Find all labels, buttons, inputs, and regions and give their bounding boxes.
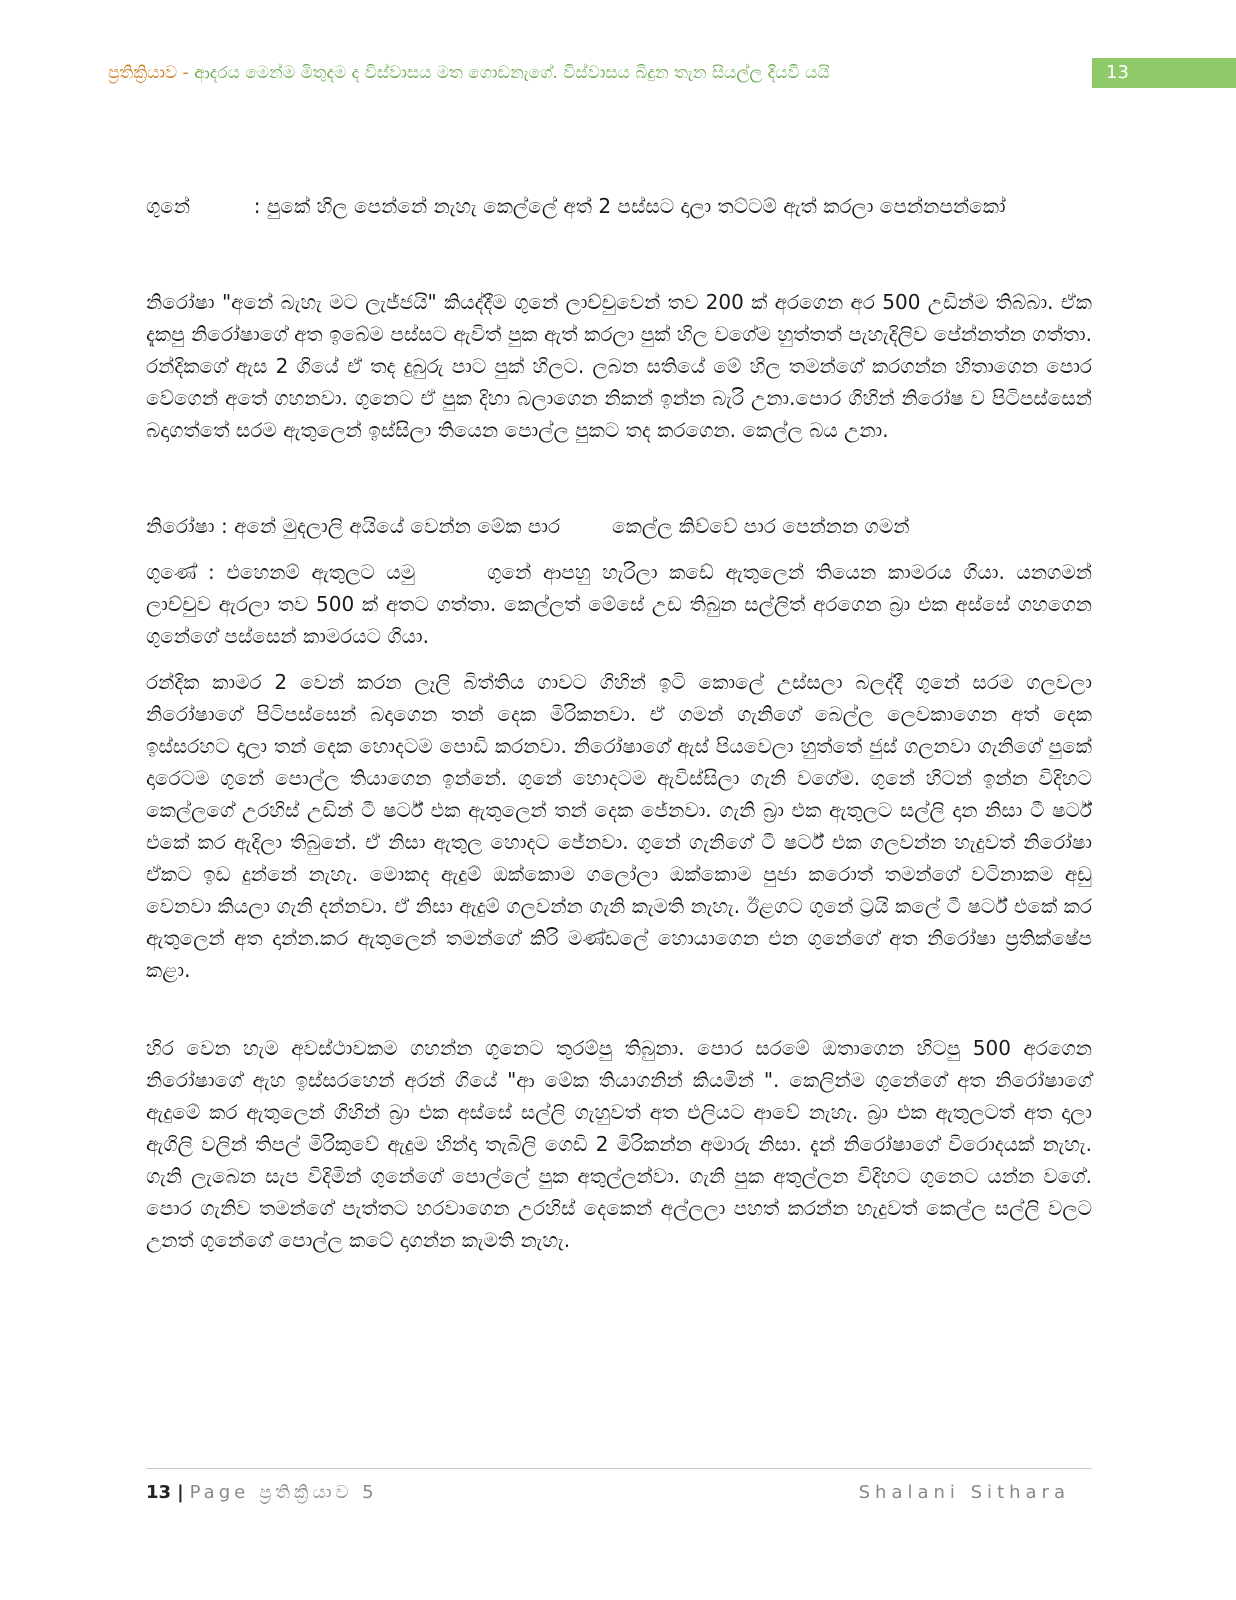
dialog-line <box>146 190 1092 222</box>
paragraph: නිරෝෂා "අනේ බැහැ මට ලැජ්ජයි" කියද්දීම ගුනේ ලාච්චුවෙන් තව 200 ක් අරගෙන අර 500 උඩින්ම තිබ්බා. ඒක දැකපු නිරෝෂාගේ අත ඉබේම පස්සට ඇවිත් පුක ඇත් කරලා පුක් හිල වගේම හුත්තත් පැහැදිලිව පේන්නත්න ගත්තා. රන්දිකගේ ඇස 2 ගියේ ඒ තද දුබුරු පාට පුක් හිලට. ලබන සතියේ මේ හිල තමන්ගේ කරගන්න හිතාගෙන පොර වේගෙන් අතේ ගහනවා. ගුනෙට ඒ පුක දිහා බලාගෙන නිකන් ඉන්න බැරි උනා.පොර ගිහින් නිරෝෂ ව පිටිපස්සෙන් බදාගත්තේ සරම ඇතුලෙන් ඉස්සිලා තියෙන පොල්ල පුකට තද කරගෙන. කෙල්ල බය උනා. <box>146 290 1092 442</box>
page-content <box>146 190 1092 1256</box>
footer-page-number: 13 <box>146 1482 172 1503</box>
header-separator: - <box>177 63 195 83</box>
footer-series-title: ප්‍රතික්‍රියාව 5 <box>259 1482 378 1503</box>
dialog-speaker: ගුණේ : <box>146 560 227 584</box>
dialog-line <box>146 556 1092 652</box>
dialog-narration: ගුනේ ආපහු හැරිලා කඩේ ඇතුලෙන් තියෙන කාමරය ගියා. යනගමන් ලාච්චුව ඇරලා තව 500 ක් අතට ගත්තා. කෙල්ලත් මේසේ උඩ තිබුන සල්ලිත් අරගෙන බ්‍රා එක අස්සේ ගහගෙන ගුනේගේ පස්සෙන් කාමරයට ගියා. <box>146 560 1092 648</box>
footer-page-label: Page <box>189 1482 250 1503</box>
paragraph: රන්දික කාමර 2 වෙන් කරන ලෑලි බිත්තිය ගාවට ගිහින් ඉටි කොලේ උස්සලා බලද්දී ගුනේ සරම ගලවලා නිරෝෂාගේ පිටිපස්සෙන් බදාගෙන තන් දෙක මිරිකනවා. ඒ ගමන් ගැනිගේ බෙල්ල ලෙවකාගෙන අත් දෙක ඉස්සරහට දාලා තන් දෙක හොදටම පොඩි කරනවා. නිරෝෂාගේ ඇස් පියවෙලා හුත්තේ ජුස් ගලනවා ගැනිගේ පුකේ දාරෙටම ගුනේ පොල්ල තියාගෙන ඉන්නේ. ගුනේ හොදටම ඇවිස්සිලා ගැනි වගේම. ගුනේ හිටන් ඉන්න විදිහට කෙල්ලගේ උරහිස් උඩින් ටී ෂර්ට් එක ඇතුලෙන් තන් දෙක ජේනවා. ගැනි බ්‍රා එක ඇතුලට සල්ලි දාන නිසා ටී ෂර්ට් එකේ කර ඇදිලා තිබුනේ. ඒ නිසා ඇතුල හොදට ජේනවා. ගුනේ ගැනිගේ ටී ෂර්ට් එක ගලවන්න හැදුවත් නිරෝෂා ඒකට ඉඩ දුන්නේ නැහැ. මොකද ඇදුම් ඔක්කොම ගලෝලා ඔක්කොම පුජා කරොත් තමන්ගේ වටිනාකම අඩු වෙනවා කියලා ගැනි දන්නවා. ඒ නිසා ඇදුම් ගලවන්න ගැනි කැමති නැහැ. ඊළගට ගුනේ ට්‍රයි කලේ ටී ෂර්ට් එකේ කර ඇතුලෙන් අත දාන්න.කර ඇතුලෙන් තමන්ගේ කිරි මණ්ඩලේ හොයාගෙන එන ගුනේගේ අත නිරෝෂා ප්‍රතික්ෂේප කළා. <box>146 670 1092 982</box>
paragraph: හිර වෙන හැම අවස්ථාවකම ගහන්න ගුනෙට තුරම්පු තිබුනා. පොර සරමේ ඔතාගෙන හිටපු 500 අරගෙන නිරෝෂාගේ ඇහ ඉස්සරහෙන් අරන් ගියේ "ආ මේක තියාගනින් කියමින් ". කෙලින්ම ගුනේගේ අත නිරෝෂාගේ ඇදුමේ කර ඇතුලෙන් ගිහින් බ්‍රා එක අස්සේ සල්ලි ගැහුවත් අත එලියට ආවේ නැහැ. බ්‍රා එක ඇතුලටත් අත දාලා ඇගිලි වලින් තිපල් මිරිකුවේ ඇදුම හින්දා තැබිලි ගෙඩි 2 මිරිකන්න අමාරු නිසා. දැන් නිරෝෂාගේ විරොදයක් නැහැ. ගැනි ලැබෙන සැප විදිමින් ගුනේගේ පොල්ලේ පුක අතුල්ලන්වා. ගැනි පුක අතුල්ලන විදිහට ගුනෙට යන්න වගේ. පොර ගැනිව තමන්ගේ පැත්තට හරවාගෙන උරහිස් දෙකෙන් අල්ලලා පහත් කරන්න හැදුවත් කෙල්ල සල්ලි වලට උනත් ගුනේගේ පොල්ල කටේ දාගන්න කැමති නැහැ. <box>146 1036 1092 1252</box>
dialog-text: අනේ මුදලාලි අයියේ වෙන්න මේක පාර <box>234 514 561 538</box>
dialog-line <box>146 510 1092 542</box>
dialog-text: පුකේ හිල පෙන්නේ නැහැ කෙල්ලේ අත් 2 පස්සට දාලා තට්ටම් ඇත් කරලා පෙන්නපන්කෝ <box>266 194 1006 218</box>
running-header <box>108 60 1076 86</box>
header-page-number: 13 <box>1092 58 1236 88</box>
dialog-narration: කෙල්ල කිව්වේ පාර පෙන්නන ගමන් <box>612 514 910 538</box>
footer-author: Shalani Sithara <box>858 1482 1070 1503</box>
dialog-speaker: ගුනේ : <box>146 194 267 218</box>
dialog-text: එහෙනම් ඇතුලට යමු <box>226 560 416 584</box>
page-footer <box>146 1478 1092 1508</box>
footer-divider <box>146 1468 1092 1469</box>
header-title: ප්‍රතික්‍රියාව <box>108 63 178 83</box>
dialog-speaker: නිරෝෂා : <box>146 514 235 538</box>
header-subtitle: ආදරය මෙන්ම මිතුදම ද විස්වාසය මත ගොඩනැගේ. විස්වාසය බිදුන තැන සියල්ල දියවී යයි <box>194 63 830 83</box>
footer-separator: | <box>177 1482 184 1503</box>
